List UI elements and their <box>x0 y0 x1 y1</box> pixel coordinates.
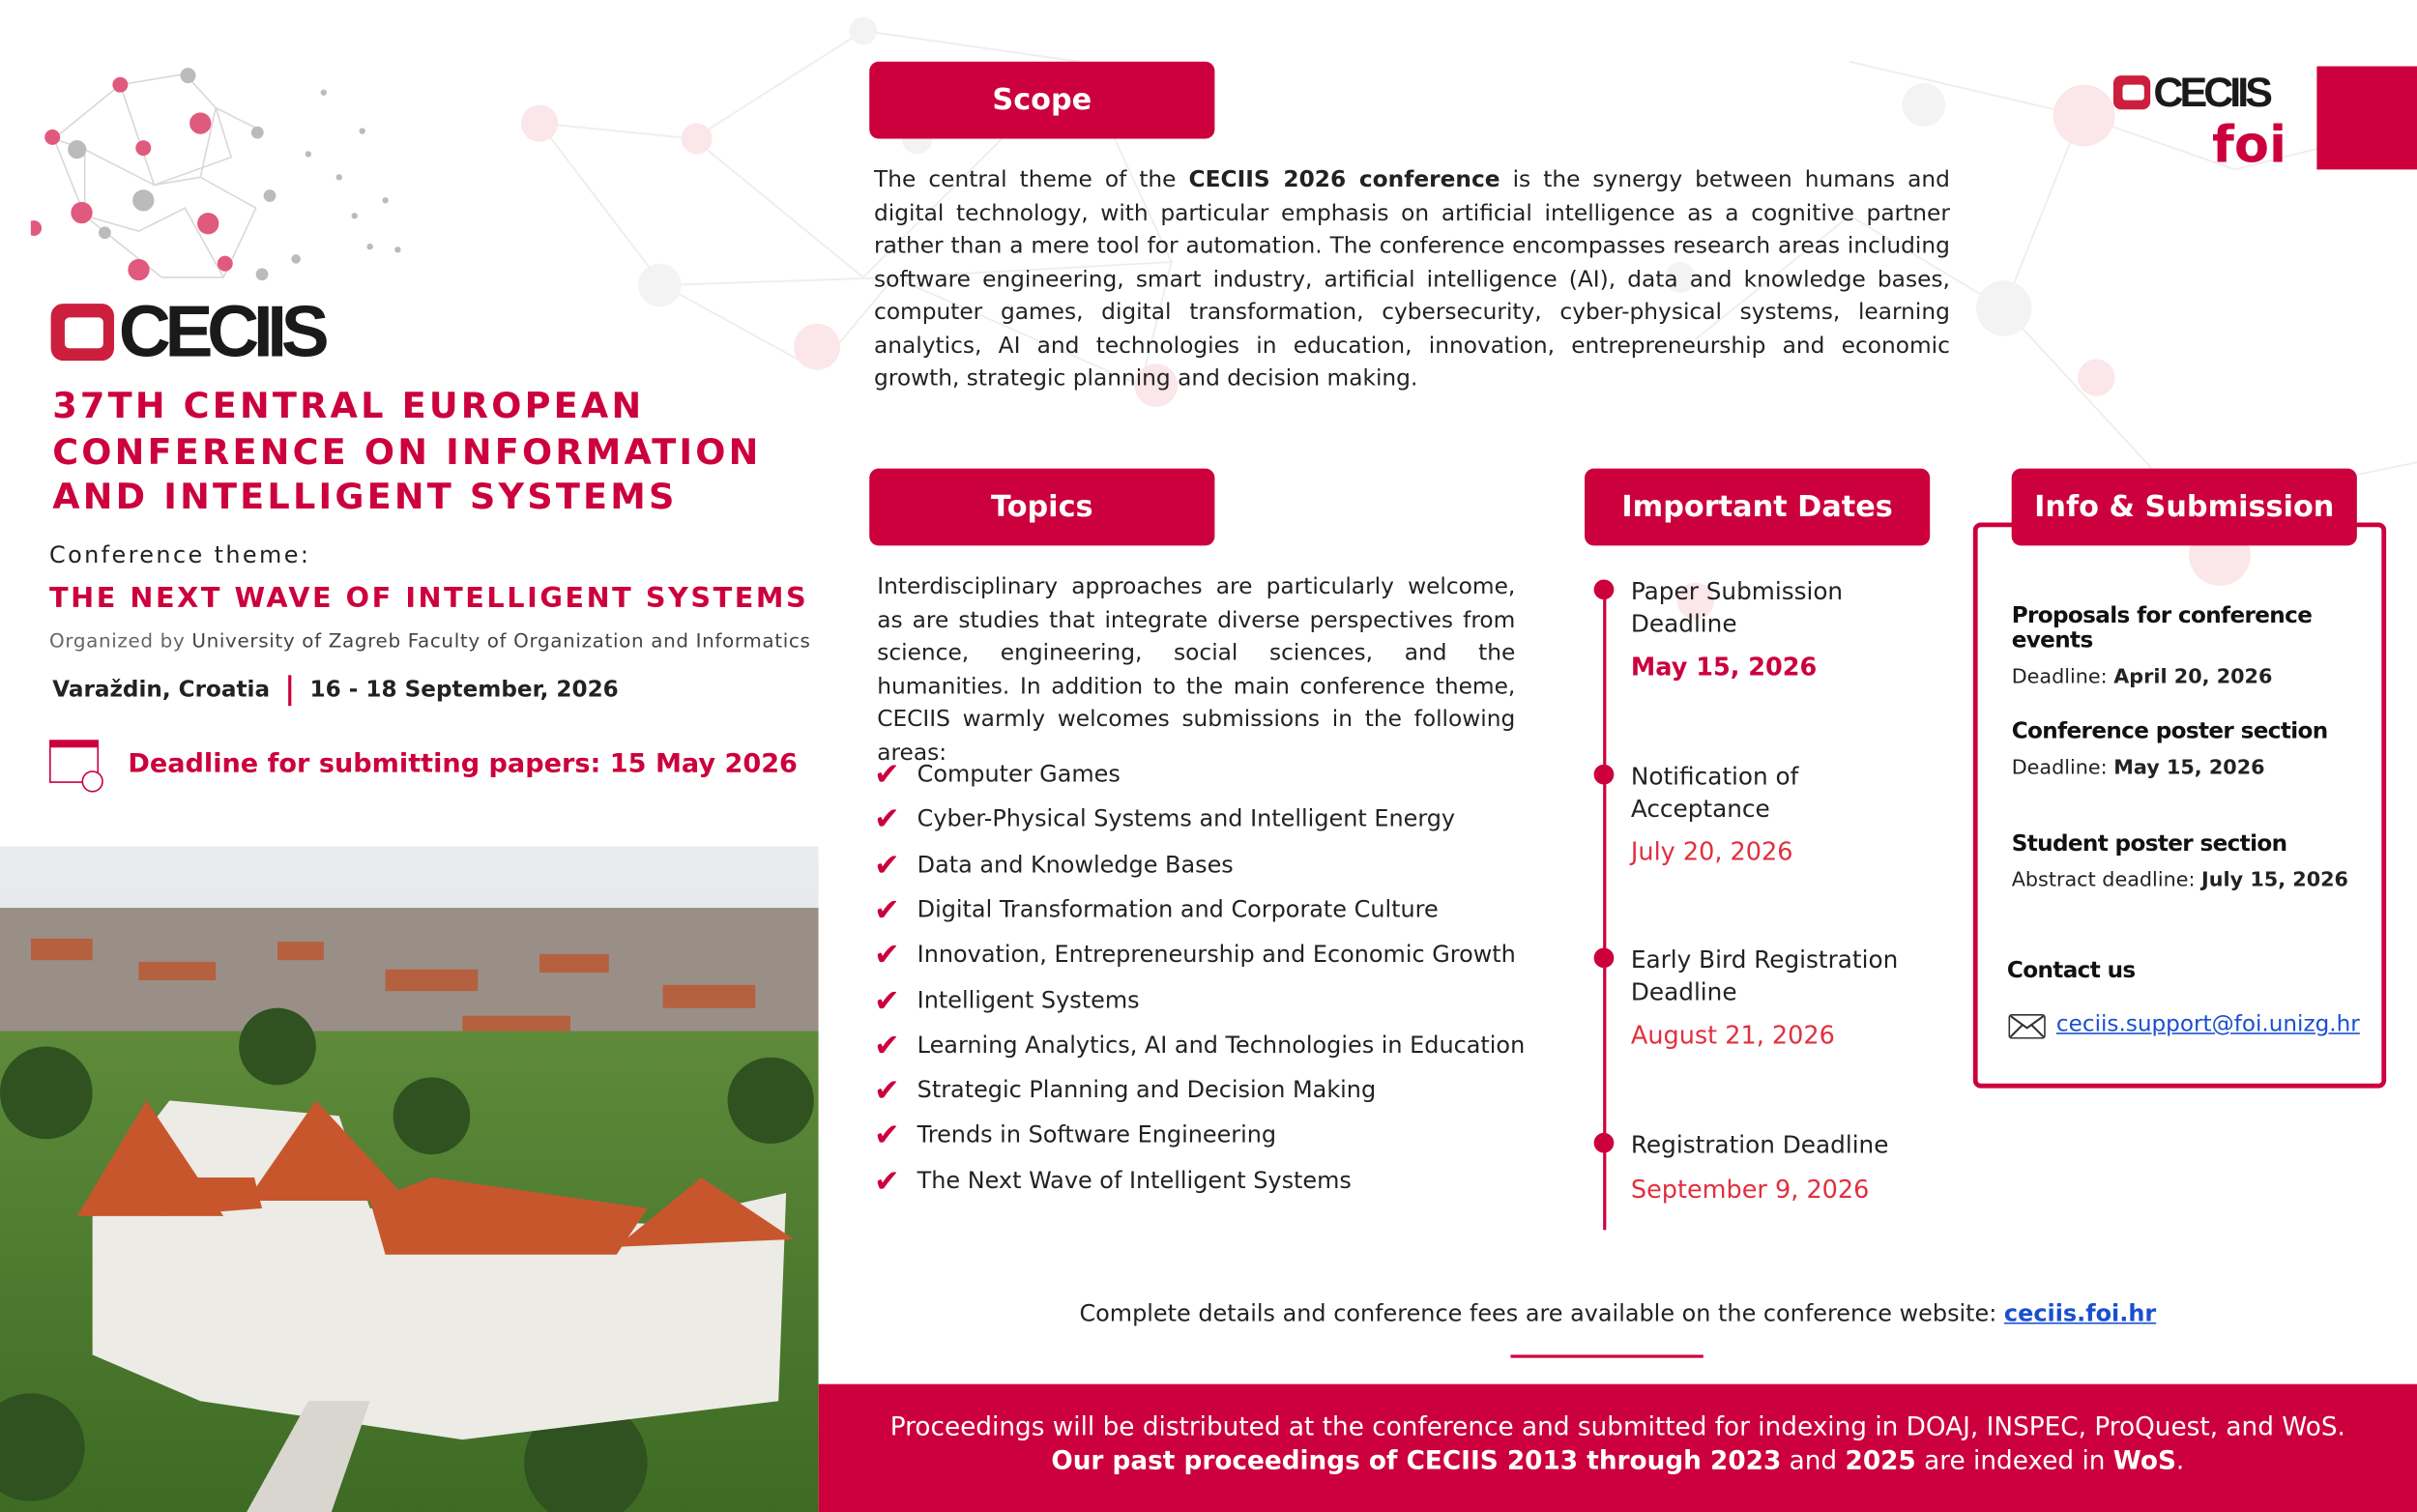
date-label: Registration Deadline <box>1630 1131 1889 1159</box>
info-deadline: Deadline: May 15, 2026 <box>2011 756 2265 780</box>
title-line: AND INTELLIGENT SYSTEMS <box>52 478 678 518</box>
checkmark-icon: ✔ <box>874 1161 900 1199</box>
date-item <box>1631 576 1908 681</box>
ceciis-logo <box>51 289 324 372</box>
topic-label: Trends in Software Engineering <box>917 1120 1277 1149</box>
timeline-dot <box>1594 947 1615 968</box>
topic-item <box>874 981 1140 1018</box>
theme-label: Conference theme: <box>49 540 311 569</box>
title-line: CONFERENCE ON INFORMATION <box>52 432 762 473</box>
info-heading: Student poster section <box>2011 831 2287 858</box>
organizer: University of Zagreb Faculty of Organization and Informatics <box>191 628 811 653</box>
red-block-decoration <box>2316 67 2417 170</box>
topic-item <box>874 1117 1276 1153</box>
date-item <box>1631 762 1908 866</box>
website-link[interactable]: ceciis.foi.hr <box>2003 1298 2157 1327</box>
location-dates <box>52 675 619 706</box>
topic-label: The Next Wave of Intelligent Systems <box>917 1166 1352 1195</box>
date-value: August 21, 2026 <box>1630 1020 1835 1050</box>
conference-title <box>52 386 761 522</box>
contact-title: Contact us <box>2006 958 2136 984</box>
checkmark-icon: ✔ <box>874 1071 900 1109</box>
info-item <box>2012 604 2382 689</box>
topic-item <box>874 1071 1376 1108</box>
date-value: September 9, 2026 <box>1630 1174 1870 1204</box>
divider <box>1511 1354 1704 1357</box>
logo-text: CECIIS <box>2153 69 2270 116</box>
topic-label: Data and Knowledge Bases <box>917 850 1234 879</box>
date-label: Paper Submission Deadline <box>1630 577 1844 638</box>
calendar-clock-icon <box>49 740 102 789</box>
info-deadline: Deadline: April 20, 2026 <box>2011 665 2273 689</box>
indexing-line-1: Proceedings will be distributed at the conference and submitted for indexing in DOAJ, INSPEC, ProQuest, and WoS. <box>889 1411 2345 1441</box>
checkmark-icon: ✔ <box>874 845 900 883</box>
topic-label: Strategic Planning and Decision Making <box>917 1075 1377 1104</box>
organizer-line <box>49 628 810 652</box>
checkmark-icon: ✔ <box>874 755 900 793</box>
conference-dates: 16 - 18 September, 2026 <box>309 678 619 704</box>
important-dates-header: Important Dates <box>1585 469 1930 546</box>
varazdin-castle-photo <box>0 846 819 1512</box>
topic-label: Innovation, Entrepreneurship and Economic Growth <box>917 940 1516 969</box>
conference-theme: THE NEXT WAVE OF INTELLIGENT SYSTEMS <box>49 582 809 616</box>
date-label: Notification of Acceptance <box>1630 763 1799 823</box>
topic-item <box>874 755 1121 792</box>
checkmark-icon: ✔ <box>874 1026 900 1063</box>
envelope-icon <box>2009 1014 2046 1039</box>
indexing-banner <box>819 1384 2417 1512</box>
topic-item <box>874 1162 1352 1199</box>
topic-label: Learning Analytics, AI and Technologies in Education <box>917 1031 1526 1059</box>
timeline-dot <box>1594 579 1615 599</box>
topic-label: Cyber-Physical Systems and Intelligent Energy <box>917 804 1456 833</box>
checkmark-icon: ✔ <box>874 980 900 1019</box>
logo-mark-icon <box>2113 75 2150 109</box>
location: Varaždin, Croatia <box>52 678 271 704</box>
info-item <box>2012 832 2382 892</box>
info-heading: Conference poster section <box>2011 719 2328 745</box>
topic-item <box>874 1026 1525 1062</box>
date-value: July 20, 2026 <box>1630 836 1793 866</box>
topics-header: Topics <box>869 469 1214 546</box>
scope-header: Scope <box>869 62 1214 139</box>
timeline-dot <box>1594 1133 1615 1153</box>
scope-text: The central theme of the CECIIS 2026 conference is the synergy between humans and digital technology, with particular emphasis on artificial intelligence as a cognitive partner rather than a mere tool for automation. The conference encompasses research areas including software engineering, smart industry, artificial intelligence (AI), data and knowledge bases, computer games, digital transformation, cybersecurity, cyber-physical systems, learning analytics, AI and technologies in education, innovation, entrepreneurship and economic growth, strategic planning and decision making. <box>874 166 1950 392</box>
logo-mark-icon <box>51 303 114 360</box>
topic-item <box>874 800 1455 837</box>
checkmark-icon: ✔ <box>874 1116 900 1154</box>
checkmark-icon: ✔ <box>874 890 900 928</box>
title-line: 37TH CENTRAL EUROPEAN <box>52 387 645 427</box>
indexing-line-2: Our past proceedings of CECIIS 2013 through 2023 and 2025 are indexed in WoS. <box>1051 1445 2185 1475</box>
info-heading: Proposals for conference events <box>2011 603 2313 654</box>
globe-network-icon <box>31 62 409 293</box>
date-value: May 15, 2026 <box>1630 652 1818 682</box>
topic-item <box>874 890 1439 927</box>
logo-text: CECIIS <box>118 289 324 372</box>
contact-email-link[interactable]: ceciis.support@foi.unizg.hr <box>2055 1012 2360 1037</box>
topic-item <box>874 936 1516 973</box>
topics-intro: Interdisciplinary approaches are particularly welcome, as are studies that integrate diverse perspectives from science, engineering, social sciences, and the humanities. In addition to the main conference theme, CECIIS warmly welcomes submissions in the following areas: <box>877 573 1516 766</box>
paper-deadline: Deadline for submitting papers: 15 May 2026 <box>128 748 798 780</box>
checkmark-icon: ✔ <box>874 800 900 838</box>
info-submission-header: Info & Submission <box>2012 469 2357 546</box>
topic-item <box>874 846 1234 883</box>
foi-logo: foi <box>2211 113 2287 175</box>
organized-prefix: Organized by <box>49 628 186 653</box>
website-text: Complete details and conference fees are available on the conference website: <box>1079 1298 2004 1327</box>
website-line <box>819 1299 2417 1327</box>
ceciis-small-logo <box>2113 69 2270 116</box>
date-item <box>1631 945 1908 1049</box>
date-label: Early Bird Registration Deadline <box>1630 945 1899 1006</box>
divider <box>288 675 291 706</box>
topic-label: Intelligent Systems <box>917 985 1140 1014</box>
info-item <box>2012 720 2382 780</box>
timeline-dot <box>1594 765 1615 785</box>
topic-label: Computer Games <box>917 759 1121 788</box>
topic-label: Digital Transformation and Corporate Culture <box>917 895 1439 923</box>
date-item <box>1631 1130 1908 1204</box>
checkmark-icon: ✔ <box>874 936 900 974</box>
info-deadline: Abstract deadline: July 15, 2026 <box>2011 869 2348 893</box>
